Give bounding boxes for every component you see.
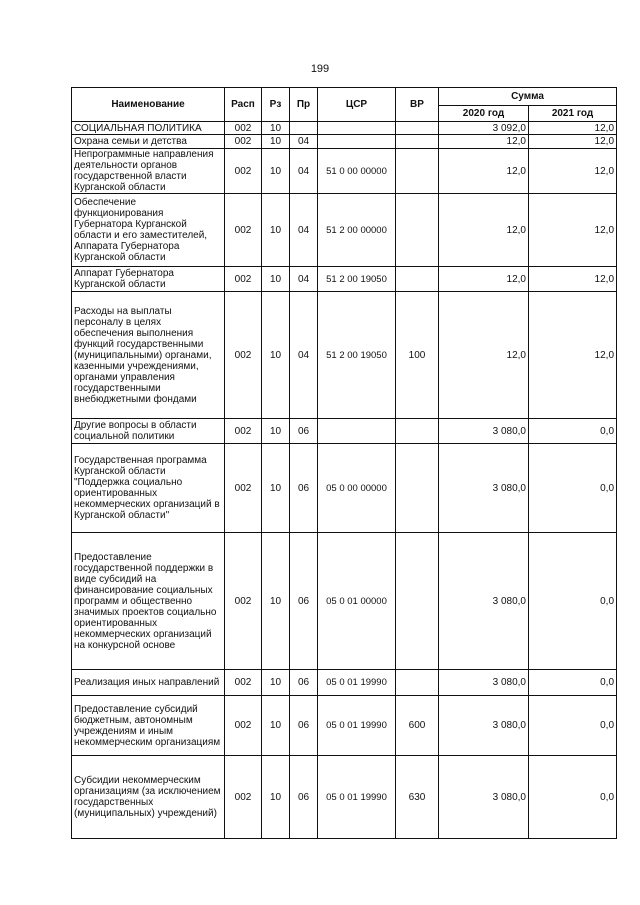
row-amount-2021: 0,0 — [529, 419, 617, 444]
table-row — [72, 419, 617, 444]
row-name: Непрограммные направления деятельности органов государственной власти Курганской области — [72, 149, 225, 194]
row-amount-2021: 12,0 — [529, 194, 617, 267]
header-pr: Пр — [290, 88, 318, 122]
row-rasp: 002 — [225, 444, 262, 533]
row-rasp: 002 — [225, 122, 262, 135]
row-pr: 06 — [290, 696, 318, 756]
row-rz: 10 — [262, 444, 290, 533]
row-pr: 04 — [290, 267, 318, 292]
row-csr: 51 2 00 00000 — [318, 194, 396, 267]
row-rz: 10 — [262, 267, 290, 292]
table-row — [72, 533, 617, 670]
row-rasp: 002 — [225, 135, 262, 149]
header-name: Наименование — [72, 88, 225, 122]
budget-table-body — [72, 122, 617, 839]
row-rasp: 002 — [225, 670, 262, 696]
row-amount-2020: 12,0 — [439, 292, 529, 419]
row-name: Охрана семьи и детства — [72, 135, 225, 149]
row-vr: 100 — [396, 292, 439, 419]
row-name: Предоставление государственной поддержки в виде субсидий на финансирование социальных программ и общественно значимых проектов социально ориентированных некоммерческих организаций на конкурсной основе — [72, 533, 225, 670]
row-vr — [396, 267, 439, 292]
row-csr: 05 0 01 19990 — [318, 696, 396, 756]
row-amount-2021: 0,0 — [529, 533, 617, 670]
row-csr — [318, 419, 396, 444]
row-vr — [396, 444, 439, 533]
row-name: Расходы на выплаты персоналу в целях обеспечения выполнения функций государственными (муниципальными) органами, казенными учреждениями, органами управления государственными внебюджетными фондами — [72, 292, 225, 419]
table-row — [72, 135, 617, 149]
row-rz: 10 — [262, 292, 290, 419]
row-csr: 05 0 01 19990 — [318, 756, 396, 839]
row-rz: 10 — [262, 194, 290, 267]
row-rz: 10 — [262, 533, 290, 670]
row-csr — [318, 135, 396, 149]
row-csr: 51 2 00 19050 — [318, 292, 396, 419]
row-amount-2021: 0,0 — [529, 696, 617, 756]
header-vr: ВР — [396, 88, 439, 122]
row-csr: 05 0 01 00000 — [318, 533, 396, 670]
header-rz: Рз — [262, 88, 290, 122]
row-name: Субсидии некоммерческим организациям (за исключением государственных (муниципальных) учреждений) — [72, 756, 225, 839]
row-amount-2020: 3 080,0 — [439, 696, 529, 756]
page-number: 199 — [310, 63, 330, 75]
row-amount-2020: 3 080,0 — [439, 533, 529, 670]
row-name: Реализация иных направлений — [72, 670, 225, 696]
row-rasp: 002 — [225, 756, 262, 839]
table-row — [72, 670, 617, 696]
row-pr — [290, 122, 318, 135]
row-rz: 10 — [262, 756, 290, 839]
row-amount-2021: 12,0 — [529, 149, 617, 194]
row-pr: 04 — [290, 292, 318, 419]
row-name: Государственная программа Курганской области "Поддержка социально ориентированных некоммерческих организаций в Курганской области" — [72, 444, 225, 533]
row-amount-2020: 3 080,0 — [439, 419, 529, 444]
row-vr — [396, 149, 439, 194]
row-rasp: 002 — [225, 194, 262, 267]
row-amount-2020: 12,0 — [439, 194, 529, 267]
row-amount-2021: 12,0 — [529, 122, 617, 135]
row-amount-2020: 3 092,0 — [439, 122, 529, 135]
row-amount-2021: 0,0 — [529, 444, 617, 533]
row-vr — [396, 122, 439, 135]
table-row — [72, 696, 617, 756]
row-vr — [396, 670, 439, 696]
row-pr: 04 — [290, 194, 318, 267]
header-year-2021: 2021 год — [529, 106, 617, 122]
row-rasp: 002 — [225, 149, 262, 194]
row-amount-2021: 12,0 — [529, 292, 617, 419]
row-amount-2020: 12,0 — [439, 149, 529, 194]
row-pr: 06 — [290, 670, 318, 696]
header-csr: ЦСР — [318, 88, 396, 122]
row-rz: 10 — [262, 149, 290, 194]
row-rasp: 002 — [225, 419, 262, 444]
row-amount-2020: 12,0 — [439, 267, 529, 292]
row-csr: 05 0 01 19990 — [318, 670, 396, 696]
row-csr: 51 0 00 00000 — [318, 149, 396, 194]
row-rz: 10 — [262, 122, 290, 135]
row-pr: 04 — [290, 149, 318, 194]
row-vr: 630 — [396, 756, 439, 839]
table-row — [72, 122, 617, 135]
row-name: Обеспечение функционирования Губернатора Курганской области и его заместителей, Аппарата Губернатора Курганской области — [72, 194, 225, 267]
budget-table — [71, 87, 617, 839]
row-rasp: 002 — [225, 292, 262, 419]
row-vr — [396, 419, 439, 444]
row-csr — [318, 122, 396, 135]
table-row — [72, 267, 617, 292]
row-amount-2020: 3 080,0 — [439, 670, 529, 696]
row-name: Аппарат Губернатора Курганской области — [72, 267, 225, 292]
row-amount-2020: 3 080,0 — [439, 444, 529, 533]
row-name: Предоставление субсидий бюджетным, автономным учреждениям и иным некоммерческим организациям — [72, 696, 225, 756]
header-rasp: Расп — [225, 88, 262, 122]
table-row — [72, 756, 617, 839]
row-amount-2021: 0,0 — [529, 756, 617, 839]
row-amount-2020: 12,0 — [439, 135, 529, 149]
row-amount-2020: 3 080,0 — [439, 756, 529, 839]
row-vr — [396, 194, 439, 267]
row-rasp: 002 — [225, 696, 262, 756]
row-name: Другие вопросы в области социальной политики — [72, 419, 225, 444]
row-vr — [396, 533, 439, 670]
row-amount-2021: 12,0 — [529, 135, 617, 149]
row-pr: 06 — [290, 419, 318, 444]
row-rasp: 002 — [225, 267, 262, 292]
row-pr: 06 — [290, 533, 318, 670]
row-rz: 10 — [262, 670, 290, 696]
row-csr: 05 0 00 00000 — [318, 444, 396, 533]
header-sum: Сумма — [439, 88, 617, 106]
table-row — [72, 444, 617, 533]
row-rz: 10 — [262, 696, 290, 756]
row-vr — [396, 135, 439, 149]
row-rz: 10 — [262, 135, 290, 149]
row-pr: 06 — [290, 756, 318, 839]
row-rz: 10 — [262, 419, 290, 444]
table-row — [72, 292, 617, 419]
row-name: СОЦИАЛЬНАЯ ПОЛИТИКА — [72, 122, 225, 135]
row-pr: 06 — [290, 444, 318, 533]
table-row — [72, 194, 617, 267]
row-amount-2021: 0,0 — [529, 670, 617, 696]
row-rasp: 002 — [225, 533, 262, 670]
table-row — [72, 149, 617, 194]
row-vr: 600 — [396, 696, 439, 756]
header-year-2020: 2020 год — [439, 106, 529, 122]
row-pr: 04 — [290, 135, 318, 149]
row-amount-2021: 12,0 — [529, 267, 617, 292]
row-csr: 51 2 00 19050 — [318, 267, 396, 292]
